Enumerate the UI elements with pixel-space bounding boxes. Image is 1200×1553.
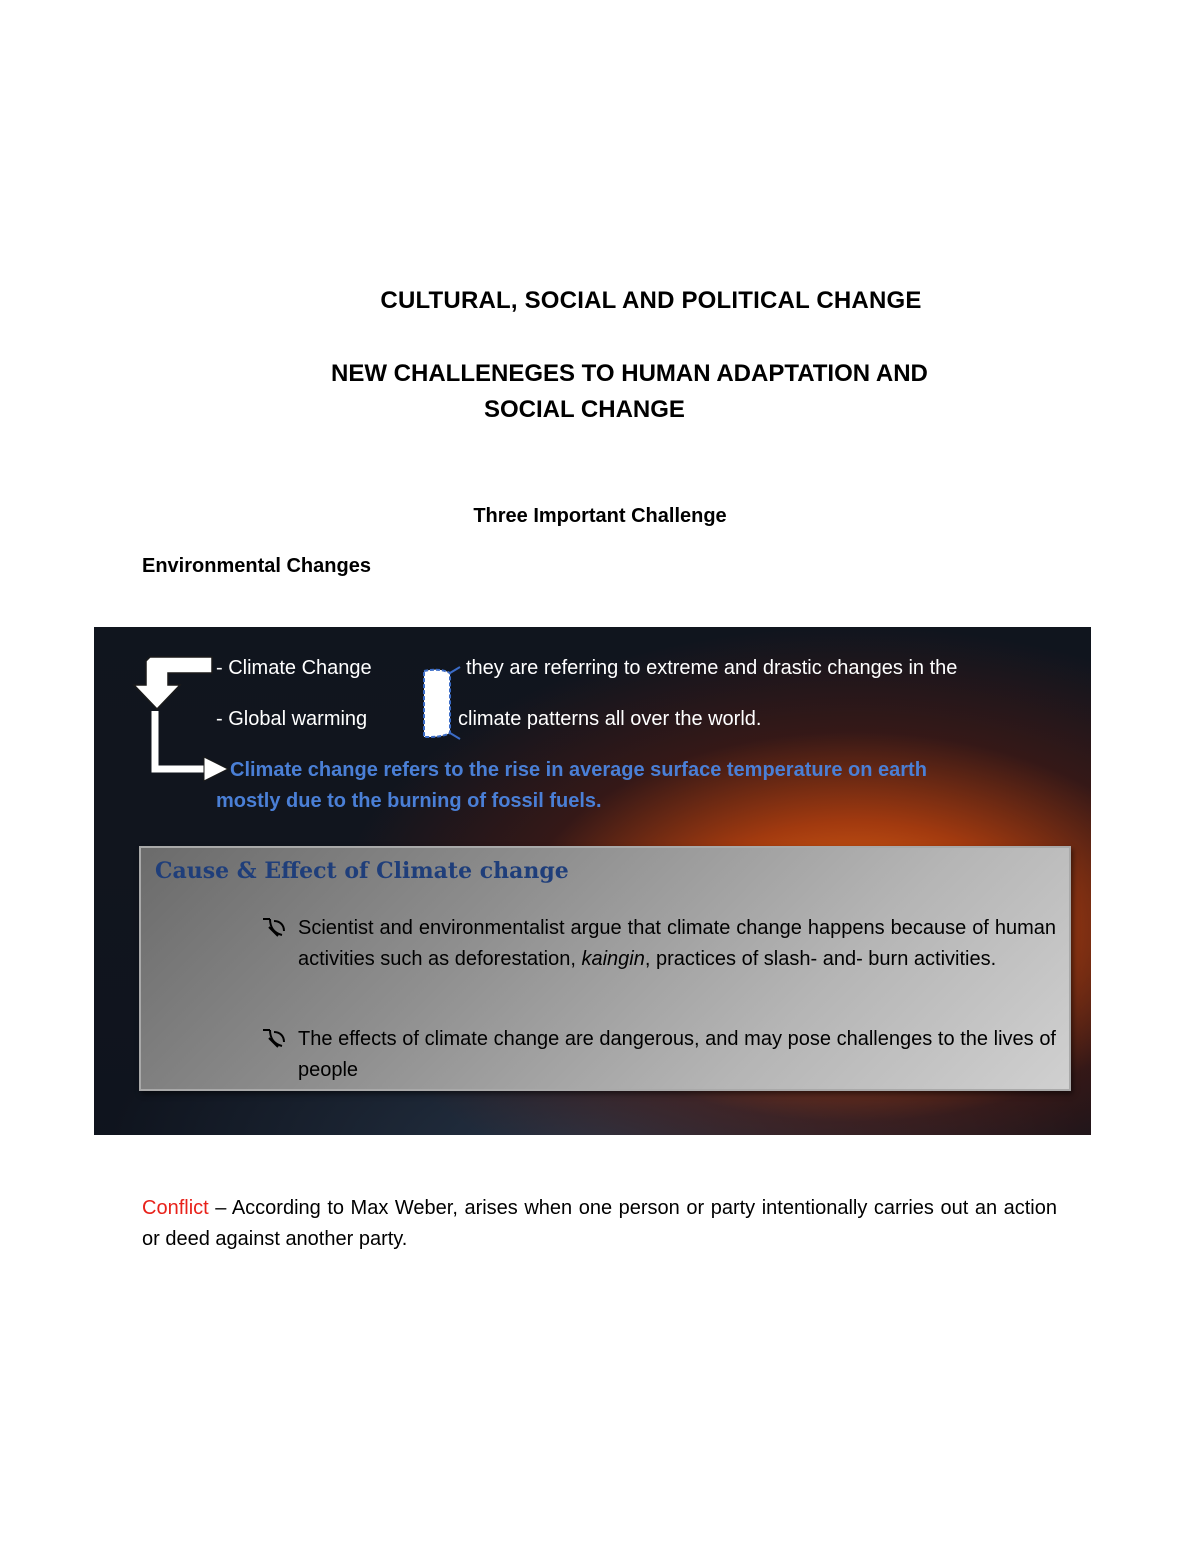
global-warming-item: - Global warming [216,708,368,730]
bullet2-text: The effects of climate change are dangerous, and may pose challenges to the lives of people [298,1028,1056,1081]
climate-change-item: - Climate Change [216,657,372,679]
leaf-bullet-icon [260,913,290,943]
sub-title-line2: SOCIAL CHANGE [484,396,685,423]
description-line2: climate patterns all over the world. [458,708,762,730]
bullet1-text-end: , practices of slash- and- burn activities. [644,948,997,970]
climate-infographic [94,627,1091,1135]
definition-line1: Climate change refers to the rise in average surface temperature on earth [230,759,927,781]
conflict-paragraph [142,1193,1057,1255]
section-title: Environmental Changes [142,555,371,577]
bullet-item [260,913,1056,975]
subheading: Three Important Challenge [473,505,727,527]
bullet1-text: Scientist and environmentalist argue that climate change happens because of human activities such as deforestation, [298,917,1056,970]
definition-line2: mostly due to the burning of fossil fuels. [216,790,602,812]
bullet-item [260,1024,1056,1086]
brace-icon [420,663,466,743]
cause-effect-box [139,846,1071,1091]
conflict-definition: – According to Max Weber, arises when one person or party intentionally carries out an action or deed against another party. [142,1197,1057,1250]
sub-title-line1: NEW CHALLENEGES TO HUMAN ADAPTATION AND [331,360,928,387]
main-title: CULTURAL, SOCIAL AND POLITICAL CHANGE [380,287,922,314]
cause-effect-title: Cause & Effect of Climate change [155,858,569,884]
leaf-bullet-icon [260,1024,290,1054]
description-line1: they are referring to extreme and drastic changes in the [466,657,958,679]
bullet1-italic: kaingin [581,948,645,970]
conflict-term: Conflict [142,1197,209,1219]
